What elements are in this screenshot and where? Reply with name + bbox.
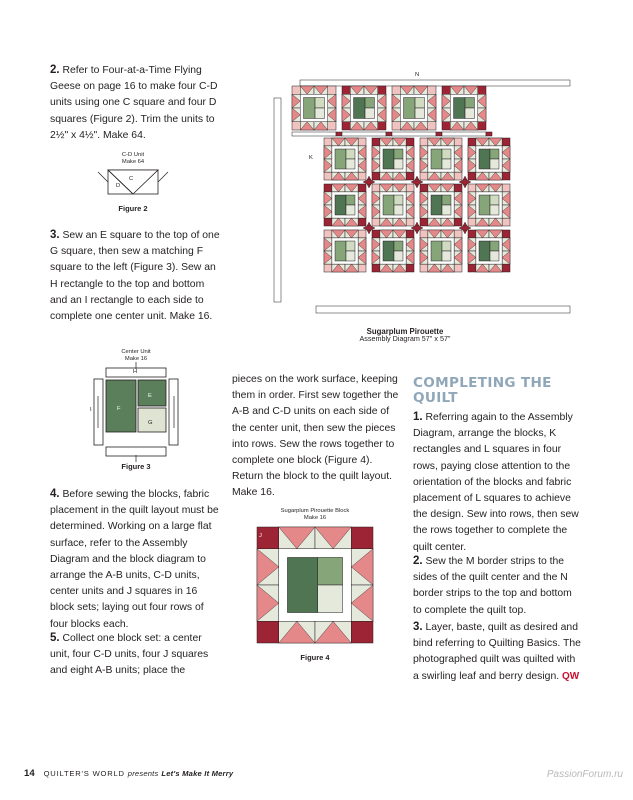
figure-4-make: Make 16 (303, 515, 327, 521)
j-square (351, 527, 373, 549)
j-square (420, 184, 428, 192)
g-square (442, 159, 451, 169)
quilt-block (420, 184, 462, 226)
g-square (394, 205, 403, 215)
completing-step-1 (413, 409, 583, 556)
e-square (365, 98, 374, 108)
j-square (358, 230, 366, 238)
presents-text: presents (127, 769, 159, 778)
j-square (342, 86, 350, 94)
e-square (394, 149, 403, 159)
step-5-paragraph (50, 630, 222, 680)
j-square (454, 264, 462, 272)
j-square (454, 184, 462, 192)
g-square (346, 205, 355, 215)
f-square (479, 149, 490, 169)
k-rectangle (292, 132, 336, 136)
quilt-block (372, 184, 414, 226)
g-square (415, 108, 424, 118)
j-square (468, 218, 476, 226)
j-square (502, 218, 510, 226)
j-square (428, 122, 436, 130)
j-square (420, 218, 428, 226)
j-square (406, 230, 414, 238)
e-square (138, 380, 166, 406)
j-square (406, 138, 414, 146)
f-square (335, 241, 346, 261)
j-square (454, 138, 462, 146)
j-square (468, 138, 476, 146)
j-square (292, 86, 300, 94)
quilt-block (372, 230, 414, 272)
g-square (442, 251, 451, 261)
quilt-block (324, 138, 366, 180)
step-text: Refer to Four-at-a-Time Flying Geese on page 16 to make four C-D units using one C square and four D squares (Figure 2). Trim the units to 2½" x 4½". Make 64. (50, 65, 218, 141)
g-square (318, 585, 343, 613)
step-text: Sew the M border strips to the sides of the quilt center and the N border strips to the top and bottom to complete the quilt top. (413, 556, 572, 616)
figure-3-title: Center Unit (121, 349, 151, 355)
magazine-name: QUILTER'S WORLD (43, 769, 125, 778)
e-square (315, 98, 324, 108)
assembly-title: Sugarplum Pirouette (366, 327, 444, 336)
f-square (431, 149, 442, 169)
j-square (392, 122, 400, 130)
figure-3-make: Make 16 (124, 356, 148, 362)
i-rectangle-left (94, 379, 103, 445)
figure-2-make: Make 64 (121, 159, 145, 165)
label-d: D (116, 183, 121, 189)
label-i: I (90, 407, 92, 413)
e-square (490, 241, 499, 251)
f-square (454, 98, 465, 119)
qw-end-mark: QW (562, 670, 580, 682)
j-square (324, 264, 332, 272)
arrow-left (98, 172, 108, 182)
n-border-strip-bottom (316, 306, 570, 313)
quilt-block (420, 138, 462, 180)
quilt-block (468, 138, 510, 180)
j-square (502, 184, 510, 192)
step-number: 4. (50, 488, 60, 500)
j-square (378, 86, 386, 94)
e-square (490, 149, 499, 159)
j-square (324, 230, 332, 238)
j-square (442, 122, 450, 130)
f-square (383, 241, 394, 261)
j-square (372, 138, 380, 146)
j-square (468, 230, 476, 238)
assembly-diagram (270, 66, 570, 328)
f-square (404, 98, 415, 119)
step-number: 2. (50, 64, 60, 76)
e-square (318, 557, 343, 585)
figure-2-title: C-D Unit (121, 152, 145, 158)
k-rectangle (342, 132, 386, 136)
k-rectangle (442, 132, 486, 136)
l-square (386, 132, 392, 136)
j-square (468, 184, 476, 192)
j-square (454, 230, 462, 238)
j-square (328, 122, 336, 130)
issue-title: Let's Make It Merry (161, 769, 234, 778)
step-2-paragraph (50, 62, 222, 144)
quilt-block (372, 138, 414, 180)
page-footer (24, 768, 233, 779)
quilt-block (342, 86, 386, 130)
f-square (431, 241, 442, 261)
label-f: F (117, 406, 121, 412)
g-square (346, 159, 355, 169)
label-k: K (309, 155, 313, 161)
j-square (502, 264, 510, 272)
j-square (378, 122, 386, 130)
j-square (406, 172, 414, 180)
f-square (479, 195, 490, 215)
j-square (420, 172, 428, 180)
step-number: 2. (413, 555, 423, 567)
figure-4-block-diagram (255, 525, 375, 645)
e-square (490, 195, 499, 205)
label-n: N (415, 72, 420, 78)
g-square (346, 251, 355, 261)
e-square (465, 98, 474, 108)
figure-4-caption: Figure 4 (300, 653, 330, 662)
watermark: PassionForum.ru (546, 769, 623, 780)
g-square (490, 251, 499, 261)
page-number: 14 (24, 768, 35, 779)
quilt-block (292, 86, 336, 130)
j-square (406, 264, 414, 272)
g-square (315, 108, 324, 118)
j-square (358, 218, 366, 226)
quilt-block (420, 230, 462, 272)
step-number: 1. (413, 411, 423, 423)
f-square (335, 195, 346, 215)
step-4-paragraph (50, 486, 222, 633)
j-square (442, 86, 450, 94)
figure-2-diagram (96, 168, 170, 198)
figure-3-diagram (94, 366, 178, 458)
j-square (351, 621, 373, 643)
j-square (372, 172, 380, 180)
f-square (287, 557, 317, 612)
j-square (324, 138, 332, 146)
g-square (442, 205, 451, 215)
j-square (372, 230, 380, 238)
assembly-subtitle: Assembly Diagram 57" x 57" (359, 334, 451, 343)
l-square (486, 132, 492, 136)
j-square (372, 264, 380, 272)
l-square (336, 132, 342, 136)
j-square (502, 172, 510, 180)
figure-3-caption: Figure 3 (121, 462, 151, 471)
g-square (490, 159, 499, 169)
step-text: Before sewing the blocks, fabric placement in the quilt layout must be determined. Working on a large flat surface, refer to the Assembly Diagram and the block diagram to arrange the A-B units, C-D units, center units and J squares in 16 block sets; laying out four rows of four blocks each. (50, 489, 219, 630)
j-square (420, 264, 428, 272)
j-square (342, 122, 350, 130)
f-square (431, 195, 442, 215)
j-square (358, 264, 366, 272)
j-square (420, 138, 428, 146)
completing-step-2 (413, 553, 583, 619)
step-text: Referring again to the Assembly Diagram, arrange the blocks, K rectangles and L squares in four rows, paying close attention to the orientation of the blocks and fabric placement of L squares to achieve the design. Sew into rows, then sew the rows together to complete the quilt center. (413, 412, 579, 553)
step-3-paragraph (50, 227, 222, 325)
i-rectangle-right (169, 379, 178, 445)
label-g: G (148, 420, 153, 426)
j-square (420, 230, 428, 238)
j-square (372, 184, 380, 192)
k-rectangle (392, 132, 436, 136)
g-square (394, 251, 403, 261)
e-square (346, 195, 355, 205)
f-square (383, 195, 394, 215)
j-square (392, 86, 400, 94)
j-square (292, 122, 300, 130)
j-square (328, 86, 336, 94)
j-square (502, 138, 510, 146)
quilt-block (392, 86, 436, 130)
quilt-block (468, 230, 510, 272)
label-j: J (259, 533, 262, 539)
n-border-strip-top (300, 80, 570, 86)
f-square (354, 98, 365, 119)
j-square (454, 172, 462, 180)
figure-4-title: Sugarplum Pirouette Block (280, 508, 350, 514)
j-square (478, 86, 486, 94)
g-square (394, 159, 403, 169)
figure-2-caption: Figure 2 (118, 204, 148, 213)
j-square (406, 218, 414, 226)
j-square (468, 264, 476, 272)
e-square (346, 241, 355, 251)
j-square (372, 218, 380, 226)
j-square (257, 621, 279, 643)
step-number: 3. (50, 229, 60, 241)
completing-heading: COMPLETING THE QUILT (413, 375, 552, 406)
quilt-block (324, 230, 366, 272)
j-square (324, 172, 332, 180)
quilt-block (324, 184, 366, 226)
quilt-block (468, 184, 510, 226)
e-square (442, 195, 451, 205)
f-square (383, 149, 394, 169)
step-number: 5. (50, 632, 60, 644)
step-text: Layer, baste, quilt as desired and bind referring to Quilting Basics. The photographed quilt was quilted with a swirling leaf and berry design. (413, 622, 581, 682)
e-square (415, 98, 424, 108)
f-square (479, 241, 490, 261)
quilt-block (257, 527, 373, 643)
g-square (365, 108, 374, 118)
l-square (436, 132, 442, 136)
g-square (465, 108, 474, 118)
cd-unit-flying-geese (108, 170, 158, 194)
j-square (428, 86, 436, 94)
step-text: Collect one block set: a center unit, four C-D units, four J squares and eight A-B units; place the (50, 633, 209, 677)
completing-step-3 (413, 619, 583, 685)
j-square (358, 138, 366, 146)
label-h: H (133, 369, 138, 375)
step-text: Sew an E square to the top of one G square, then sew a matching F square to the left (Figure 3). Sew an H rectangle to the top and bottom and an I rectangle to each side to complete one center unit. Make 16. (50, 230, 220, 323)
step-5-continued-paragraph: pieces on the work surface, keeping them in order. First sew together the A-B and C-D units on each side of the center unit, then sew the pieces into rows. Sew the rows together to complete one block (Figure 4). Return the block to the quilt layout. Make 16. (232, 374, 399, 499)
e-square (394, 241, 403, 251)
f-square (304, 98, 315, 119)
step-number: 3. (413, 621, 423, 633)
j-square (358, 184, 366, 192)
g-square (490, 205, 499, 215)
j-square (468, 172, 476, 180)
f-square (335, 149, 346, 169)
h-rectangle-bottom (106, 447, 166, 456)
j-square (406, 184, 414, 192)
j-square (502, 230, 510, 238)
j-square (454, 218, 462, 226)
e-square (346, 149, 355, 159)
j-square (324, 184, 332, 192)
m-border-strip-left (274, 98, 281, 302)
quilt-block (442, 86, 486, 130)
e-square (442, 241, 451, 251)
label-e: E (148, 393, 152, 399)
j-square (478, 122, 486, 130)
j-square (324, 218, 332, 226)
j-square (358, 172, 366, 180)
e-square (442, 149, 451, 159)
label-c: C (129, 176, 134, 182)
f-square (106, 380, 136, 432)
arrow-right (158, 172, 168, 182)
e-square (394, 195, 403, 205)
